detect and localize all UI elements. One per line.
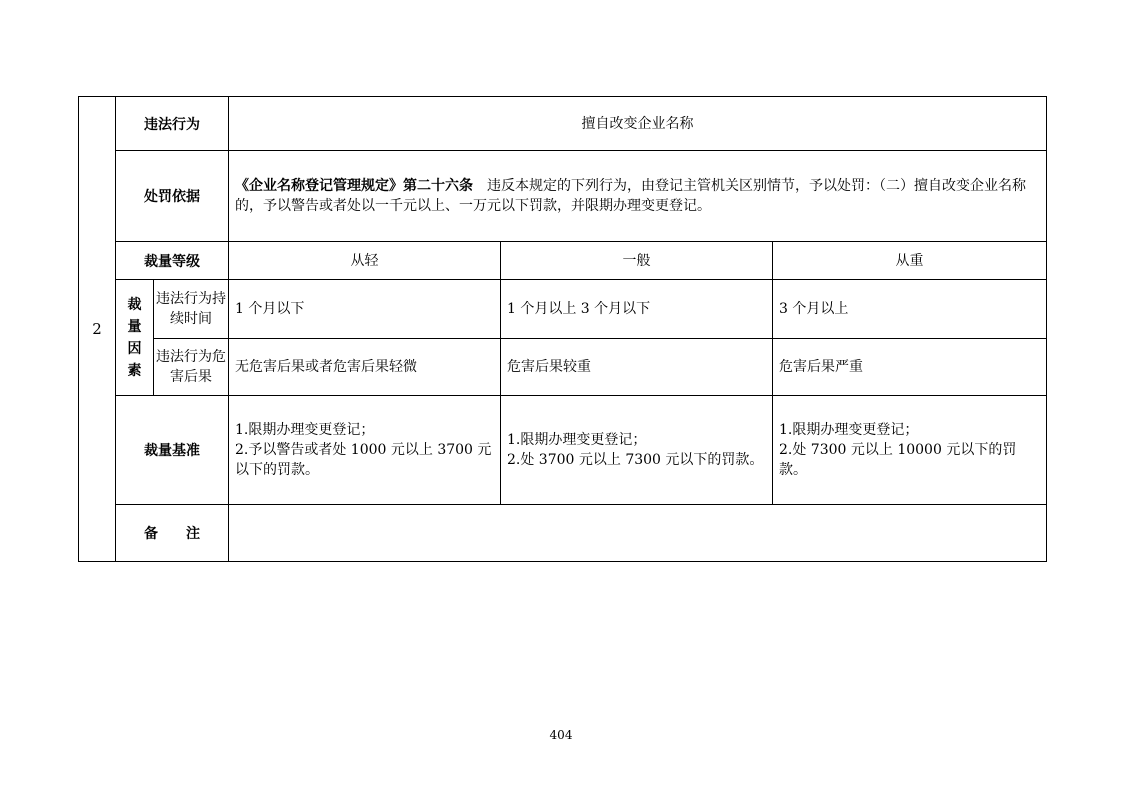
duration-light: 1 个月以下: [229, 280, 501, 339]
duration-label: 违法行为持续时间: [154, 280, 229, 339]
level-light: 从轻: [229, 242, 501, 280]
standard-general: 1.限期办理变更登记； 2.处 3700 元以上 7300 元以下的罚款。: [501, 396, 773, 505]
violation-text: 擅自改变企业名称: [229, 97, 1047, 151]
penalty-discretion-table: [78, 96, 1047, 562]
harm-general: 危害后果较重: [501, 339, 773, 396]
harm-light: 无危害后果或者危害后果轻微: [229, 339, 501, 396]
harm-label: 违法行为危害后果: [154, 339, 229, 396]
factor-label: 裁 量 因 素: [116, 280, 154, 396]
harm-heavy: 危害后果严重: [773, 339, 1047, 396]
remark-label: 备 注: [116, 505, 229, 562]
duration-heavy: 3 个月以上: [773, 280, 1047, 339]
basis-regulation-title: 《企业名称登记管理规定》第二十六条: [235, 178, 473, 194]
level-heavy: 从重: [773, 242, 1047, 280]
level-label: 裁量等级: [116, 242, 229, 280]
basis-label: 处罚依据: [116, 151, 229, 242]
violation-label: 违法行为: [116, 97, 229, 151]
level-general: 一般: [501, 242, 773, 280]
remark-value: [229, 505, 1047, 562]
basis-regulation-body: 违反本规定的下列行为，由登记主管机关区别情节，予以处罚：（二）擅自改变企业名称的，予以警告或者处以一千元以上、一万元以下罚款，并限期办理变更登记。: [235, 178, 1026, 214]
duration-general: 1 个月以上 3 个月以下: [501, 280, 773, 339]
standard-label: 裁量基准: [116, 396, 229, 505]
page-number: 404: [549, 728, 573, 742]
basis-text: [229, 151, 1047, 242]
standard-heavy: 1.限期办理变更登记； 2.处 7300 元以上 10000 元以下的罚款。: [773, 396, 1047, 505]
row-number: 2: [79, 97, 116, 562]
standard-light: 1.限期办理变更登记； 2.予以警告或者处 1000 元以上 3700 元以下的罚款。: [229, 396, 501, 505]
